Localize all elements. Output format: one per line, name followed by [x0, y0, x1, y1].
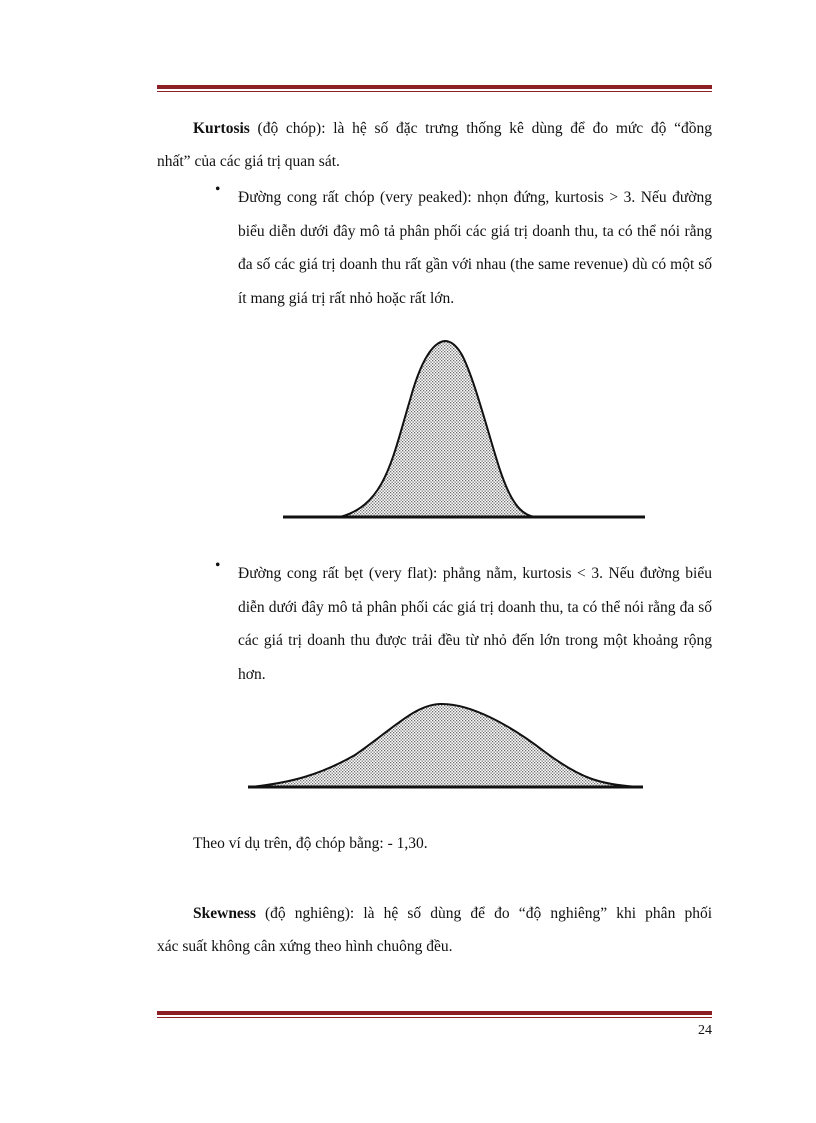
kurtosis-term: Kurtosis [193, 120, 250, 137]
skewness-definition-line1: (độ nghiêng): là hệ số dùng để đo “độ nghiêng” khi phân phối [255, 905, 712, 922]
kurtosis-definition-line1: (độ chóp): là hệ số đặc trưng thống kê dùng để đo mức độ “đồng [249, 120, 712, 137]
skewness-paragraph [157, 897, 712, 963]
bullet-marker-flat: • [215, 557, 221, 574]
bullet-flat-text: Đường cong rất bẹt (very flat): phẳng nằm, kurtosis < 3. Nếu đường biểu diễn dưới đây mô tả phân phối các giá trị doanh thu, ta có thể nói rằng đa số các giá trị doanh thu được trải đều từ nhỏ đến lớn trong một khoảng rộng hơn. [238, 565, 712, 683]
flat-curve [250, 704, 640, 787]
flat-curve-figure [248, 704, 643, 787]
page-number: 24 [698, 1023, 712, 1038]
kurtosis-definition-line2: nhất” của các giá trị quan sát. [157, 153, 340, 170]
peaked-curve-figure [283, 341, 645, 517]
peaked-curve [340, 341, 535, 517]
bullet-marker-peaked: • [215, 181, 221, 198]
kurtosis-example: Theo ví dụ trên, độ chóp bằng: - 1,30. [193, 835, 428, 852]
footer-rule [157, 1011, 712, 1018]
skewness-definition-line2: xác suất không cân xứng theo hình chuông đều. [157, 938, 453, 955]
skewness-term: Skewness [193, 905, 256, 922]
bullet-peaked-text: Đường cong rất chóp (very peaked): nhọn đứng, kurtosis > 3. Nếu đường biểu diễn dưới đây mô tả phân phối các giá trị doanh thu, ta có thể nói rằng đa số các giá trị doanh thu rất gần với nhau (the same revenue) dù có một số ít mang giá trị rất nhỏ hoặc rất lớn. [238, 189, 712, 307]
